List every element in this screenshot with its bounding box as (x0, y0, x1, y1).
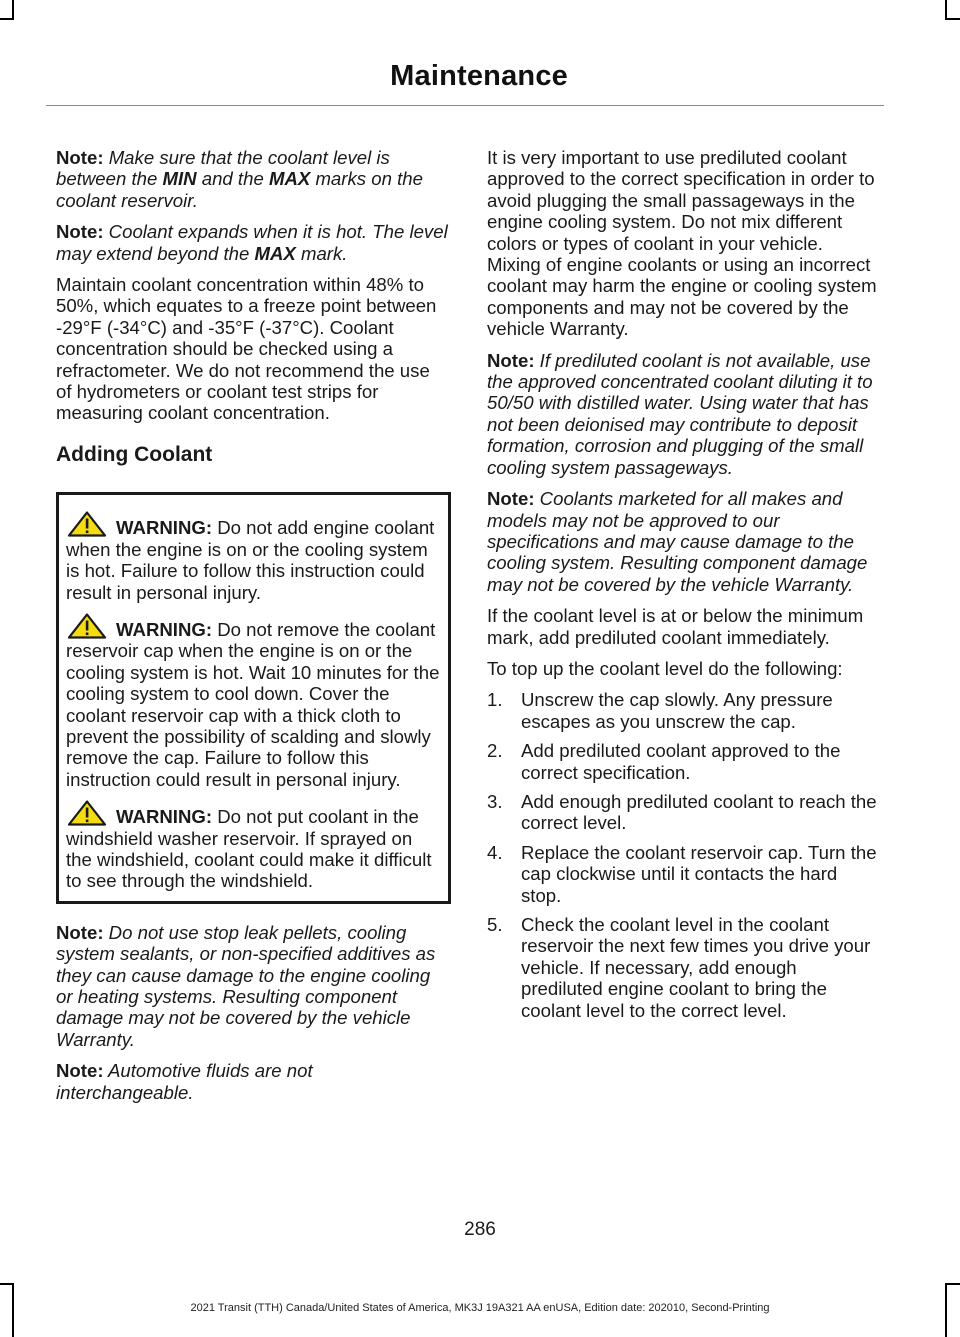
warning-item: WARNING: Do not add engine coolant when the engine is on or the cooling system is hot. Failure to follow this instruction could result in personal injury. (66, 511, 441, 603)
crop-mark-top-left-h (0, 18, 14, 20)
list-item: 3. Add enough prediluted coolant to reach the correct level. (487, 790, 877, 834)
crop-mark-top-right-h (945, 18, 960, 20)
note-stop-leak: Note: Do not use stop leak pellets, cooling system sealants, or non-specified additives as they can cause damage to the engine cooling or heating systems. Resulting component damage may not be covered by the vehicle Warranty. (56, 921, 436, 1050)
note-coolant-expands: Note: Coolant expands when it is hot. The level may extend beyond the MAX mark. (56, 221, 448, 264)
right-column (487, 147, 879, 1029)
list-item: 4. Replace the coolant reservoir cap. Turn the cap clockwise until it contacts the hard stop. (487, 841, 877, 906)
warning-item: WARNING: Do not put coolant in the windshield washer reservoir. If sprayed on the windshield, coolant could make it difficult to see through the windshield. (66, 800, 441, 892)
warning-item: WARNING: Do not remove the coolant reservoir cap when the engine is on or the cooling system is hot. Wait 10 minutes for the cooling system to cool down. Cover the coolant reservoir cap with a thick cloth to prevent the possibility of scalding and slowly remove the cap. Failure to follow this instruction could result in personal injury. (66, 613, 441, 790)
section-heading-adding-coolant: Adding Coolant (56, 442, 213, 466)
crop-mark-bottom-left-h (0, 1283, 14, 1285)
crop-mark-top-left (12, 0, 14, 18)
warning-triangle-icon (66, 800, 112, 826)
list-item: 2. Add prediluted coolant approved to the correct specification. (487, 740, 841, 783)
left-column (56, 147, 448, 1113)
note-fluids: Note: Automotive fluids are not interchangeable. (56, 1060, 313, 1103)
crop-mark-bottom-right-h (945, 1283, 960, 1285)
warning-triangle-icon (66, 511, 112, 537)
top-up-intro: To top up the coolant level do the following: (487, 657, 843, 679)
note-marketed-coolants: Note: Coolants marketed for all makes and models may not be approved to our specifications and may cause damage to the cooling system. Resulting component damage may not be covered by the vehicle Warranty. (487, 488, 868, 595)
concentration-paragraph: Maintain coolant concentration within 48% to 50%, which equates to a freeze point between -29°F (-34°C) and -35°F (-37°C). Coolant concentration should be checked using a refractometer. We do not recommend the use of hydrometers or coolant test strips for measuring coolant concentration. (56, 274, 437, 424)
page-number: 286 (464, 1219, 496, 1240)
list-item: 5. Check the coolant level in the coolant reservoir the next few times you drive your vehicle. If necessary, add enough prediluted engine coolant to bring the coolant level to the correct level. (487, 914, 871, 1021)
warning-box (56, 492, 451, 904)
page-header-title: Maintenance (390, 60, 568, 92)
header-divider (46, 105, 884, 106)
warning-triangle-icon (66, 613, 112, 639)
prediluted-paragraph: It is very important to use prediluted coolant approved to the correct specification in order to avoid plugging the small passageways in the engine cooling system. Do not mix different colors or types of coolant in your vehicle. Mixing of engine coolants or using an incorrect coolant may harm the engine or cooling system components and may not be covered by the vehicle Warranty. (487, 147, 877, 340)
minimum-mark-paragraph: If the coolant level is at or below the minimum mark, add prediluted coolant immediately. (487, 605, 864, 648)
list-item: 1. Unscrew the cap slowly. Any pressure escapes as you unscrew the cap. (487, 689, 833, 732)
note-concentrated: Note: If prediluted coolant is not available, use the approved concentrated coolant diluting it to 50/50 with distilled water. Using water that has not been deionised may contribute to deposit formation, corrosion and plugging of the small cooling system passageways. (487, 349, 873, 478)
note-coolant-level: Note: Make sure that the coolant level is between the MIN and the MAX marks on the coolant reservoir. (56, 147, 423, 211)
crop-mark-top-right (945, 0, 947, 18)
top-up-steps (487, 689, 879, 1021)
footer-edition-info: 2021 Transit (TTH) Canada/United States of America, MK3J 19A321 AA enUSA, Edition date: 202010, Second-Printing (190, 1302, 770, 1314)
